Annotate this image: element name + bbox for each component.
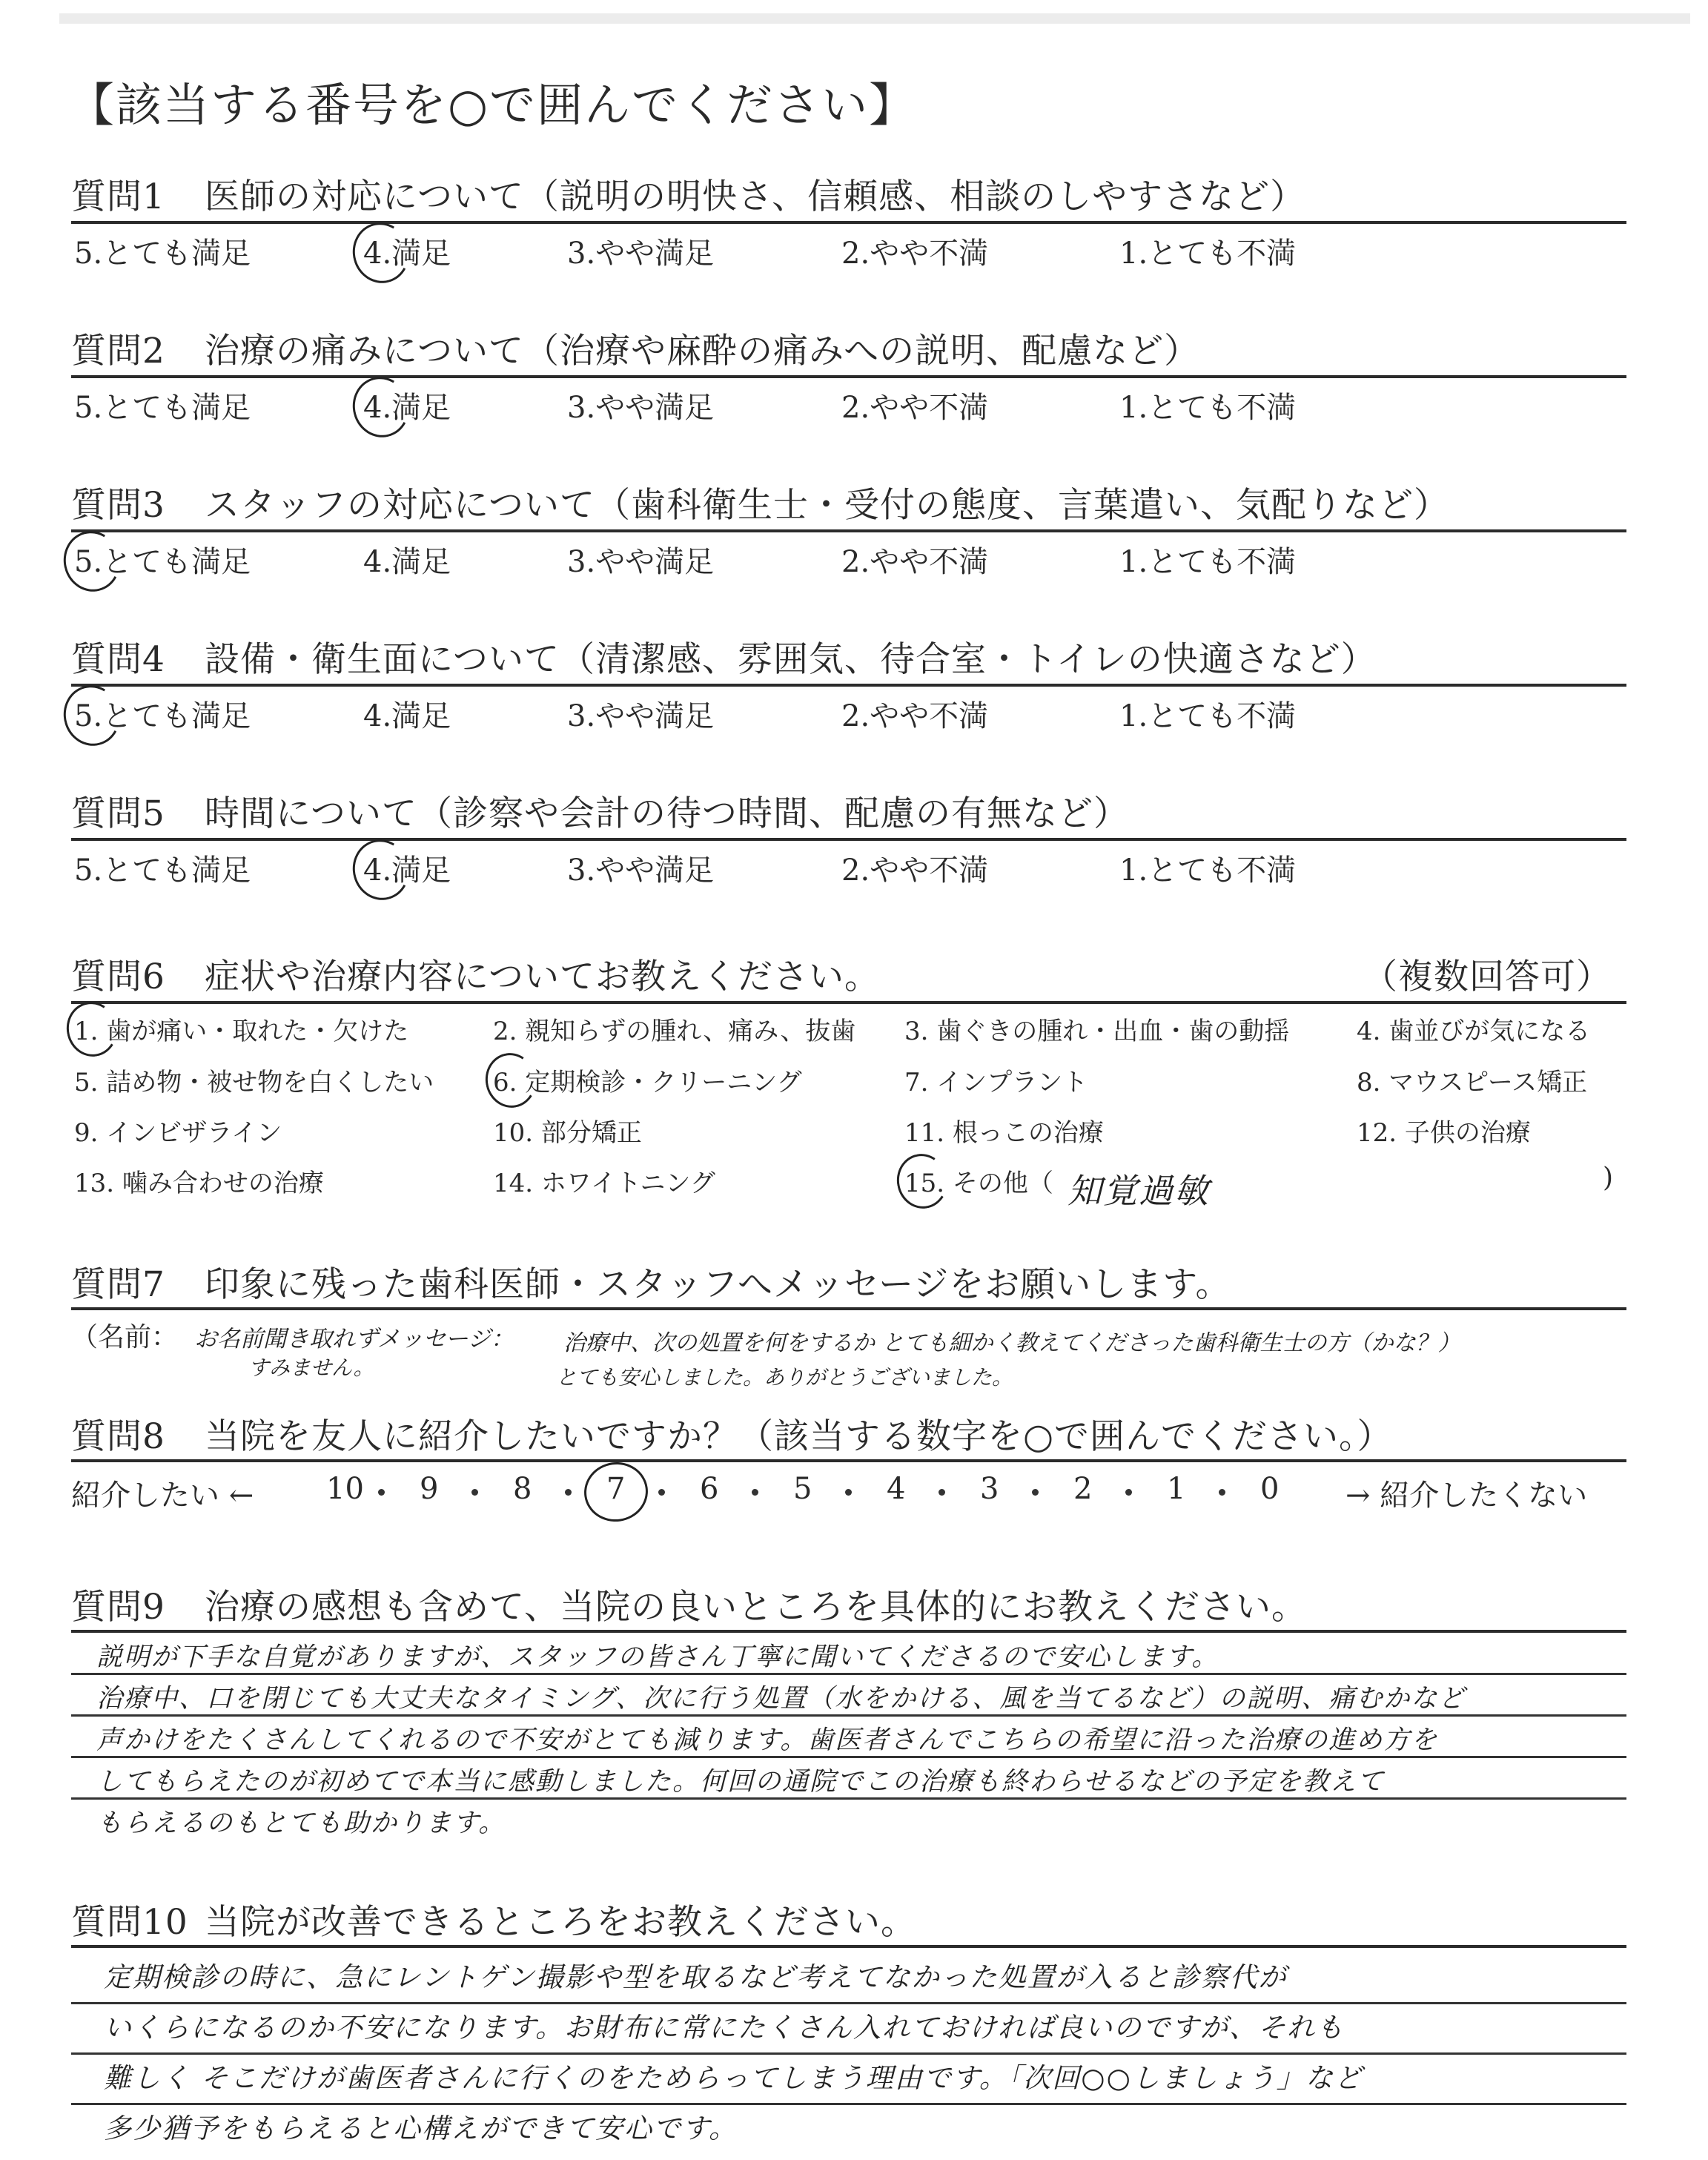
- q10-label: 質問10: [71, 1902, 188, 1943]
- q10-rule: [71, 1945, 1626, 1948]
- form-title: 【該当する番号を○で囲んでください】: [68, 78, 917, 132]
- q6-text: 症状や治療内容についてお教えください。: [205, 957, 881, 997]
- q5-option: 5.とても満足: [74, 853, 251, 888]
- q9-answer-line: 声かけをたくさんしてくれるので不安がとても減ります。歯医者さんでこちらの希望に沿った治療の進め方を: [96, 1725, 1439, 1755]
- q4-rule: [71, 684, 1626, 687]
- q6-selected-circle: [892, 1149, 953, 1214]
- q2-option: 3.やや満足: [567, 391, 715, 425]
- q4-option: 1.とても不満: [1119, 699, 1297, 733]
- q9-ruled-line: [71, 1797, 1626, 1800]
- q9-label: 質問9: [71, 1587, 165, 1628]
- q6-other-answer: 知覚過敏: [1068, 1171, 1210, 1211]
- q8-scale-dot: [752, 1489, 758, 1496]
- q6-item: 8. マウスピース矯正: [1357, 1068, 1588, 1097]
- q3-option: 2.やや不満: [841, 545, 989, 579]
- q6-item: 10. 部分矯正: [493, 1118, 642, 1148]
- q6-item: 6. 定期検診・クリーニング: [493, 1068, 802, 1097]
- q3-option: 3.やや満足: [567, 545, 715, 579]
- q1-option: 2.やや不満: [841, 237, 989, 271]
- q3-option: 5.とても満足: [74, 545, 251, 579]
- q2-option: 5.とても満足: [74, 391, 251, 425]
- q5-answer-circle: [346, 833, 417, 907]
- q1-option: 1.とても不満: [1119, 237, 1297, 271]
- q7-name-label: （名前：: [71, 1322, 179, 1353]
- q8-rule: [71, 1459, 1626, 1462]
- q8-scale-dot: [1125, 1489, 1132, 1496]
- q2-text: 治療の痛みについて（治療や麻酔の痛みへの説明、配慮など）: [205, 331, 1200, 371]
- q7-text: 印象に残った歯科医師・スタッフへメッセージをお願いします。: [205, 1264, 1231, 1305]
- q9-answer-line: もらえるのもとても助かります。: [96, 1809, 506, 1838]
- q8-scale-number: 7: [606, 1472, 626, 1506]
- q10-ruled-line: [71, 2002, 1626, 2004]
- q8-scale-number: 10: [326, 1472, 364, 1506]
- q3-text: スタッフの対応について（歯科衛生士・受付の態度、言葉遣い、気配りなど）: [205, 485, 1450, 526]
- q8-scale-dot: [658, 1489, 665, 1496]
- q9-ruled-line: [71, 1673, 1626, 1675]
- q1-text: 医師の対応について（説明の明快さ、信頼感、相談のしやすさなど）: [205, 176, 1306, 217]
- q5-option: 1.とても不満: [1119, 853, 1297, 888]
- q8-scale-dot: [845, 1489, 852, 1496]
- q6-other-close-paren: ): [1603, 1163, 1614, 1193]
- q8-scale-dot: [565, 1489, 572, 1496]
- q6-selected-circle: [62, 997, 122, 1062]
- q6-item: 15. その他（: [904, 1169, 1053, 1198]
- q7-label: 質問7: [71, 1264, 165, 1305]
- q5-option: 2.やや不満: [841, 853, 989, 888]
- q9-rule: [71, 1630, 1626, 1633]
- q4-option: 5.とても満足: [74, 699, 251, 733]
- q6-item: 14. ホワイトニング: [493, 1169, 715, 1198]
- q2-rule: [71, 375, 1626, 378]
- q7-rule: [71, 1307, 1626, 1310]
- q6-item: 1. 歯が痛い・取れた・欠けた: [74, 1017, 409, 1046]
- q6-item: 3. 歯ぐきの腫れ・出血・歯の動揺: [904, 1017, 1290, 1046]
- q9-text: 治療の感想も含めて、当院の良いところを具体的にお教えください。: [205, 1587, 1308, 1628]
- q1-answer-circle: [346, 217, 417, 290]
- q4-text: 設備・衛生面について（清潔感、雰囲気、待合室・トイレの快適さなど）: [205, 639, 1377, 680]
- q5-option: 4.満足: [363, 853, 451, 888]
- q2-option: 1.とても不満: [1119, 391, 1297, 425]
- q5-label: 質問5: [71, 793, 165, 834]
- q6-item: 2. 親知らずの腫れ、痛み、抜歯: [493, 1017, 856, 1046]
- q4-option: 3.やや満足: [567, 699, 715, 733]
- q8-scale-number: 8: [513, 1472, 532, 1506]
- q8-label: 質問8: [71, 1416, 165, 1457]
- q6-item: 12. 子供の治療: [1357, 1118, 1531, 1148]
- q4-option: 2.やや不満: [841, 699, 989, 733]
- q8-scale-dot: [1032, 1489, 1039, 1496]
- q5-text: 時間について（診察や会計の待つ時間、配慮の有無など）: [205, 793, 1130, 834]
- q10-ruled-line: [71, 2103, 1626, 2105]
- q8-text: 当院を友人に紹介したいですか？（該当する数字を○で囲んでください。）: [205, 1416, 1393, 1457]
- q7-name-answer: お名前聞き取れずメッセージ：: [194, 1326, 514, 1353]
- q6-label: 質問6: [71, 957, 165, 997]
- q5-option: 3.やや満足: [567, 853, 715, 888]
- q8-scale-dot: [1219, 1489, 1225, 1496]
- q4-label: 質問4: [71, 639, 165, 680]
- q8-scale-number: 4: [887, 1472, 906, 1506]
- q6-note: （複数回答可）: [1363, 957, 1612, 997]
- q8-scale-dot: [471, 1489, 478, 1496]
- q6-selected-circle: [480, 1048, 541, 1113]
- q4-option: 4.満足: [363, 699, 451, 733]
- q10-answer-line: 定期検診の時に、急にレントゲン撮影や型を取るなど考えてなかった処置が入ると診察代が: [104, 1961, 1288, 1993]
- q9-answer-line: してもらえたのが初めてで本当に感動しました。何回の通院でこの治療も終わらせるなどの予定を教えて: [96, 1767, 1385, 1797]
- q3-option: 4.満足: [363, 545, 451, 579]
- q8-scale-dot: [939, 1489, 945, 1496]
- q6-item: 4. 歯並びが気になる: [1357, 1017, 1591, 1046]
- q9-ruled-line: [71, 1756, 1626, 1758]
- q8-scale-number: 0: [1260, 1472, 1280, 1506]
- q3-option: 1.とても不満: [1119, 545, 1297, 579]
- q10-text: 当院が改善できるところをお教えください。: [205, 1902, 916, 1943]
- q2-option: 4.満足: [363, 391, 451, 425]
- q8-left-label: 紹介したい ←: [71, 1479, 254, 1513]
- q9-answer-line: 治療中、口を閉じても大丈夫なタイミング、次に行う処置（水をかける、風を当てるなど）の説明、痛むかなど: [96, 1684, 1466, 1714]
- q6-item: 7. インプラント: [904, 1068, 1088, 1097]
- q6-item: 9. インビザライン: [74, 1118, 282, 1148]
- q1-option: 5.とても満足: [74, 237, 251, 271]
- q8-right-label: → 紹介したくない: [1345, 1479, 1588, 1513]
- q8-scale-number: 1: [1167, 1472, 1186, 1506]
- q3-rule: [71, 529, 1626, 532]
- q10-ruled-line: [71, 2052, 1626, 2055]
- q8-scale-number: 2: [1073, 1472, 1093, 1506]
- q3-answer-circle: [57, 525, 128, 598]
- q10-answer-line: 難しく そこだけが歯医者さんに行くのをためらってしまう理由です。「次回○○しましょう」など: [104, 2062, 1363, 2094]
- q1-rule: [71, 221, 1626, 224]
- q8-selected-circle: [580, 1458, 652, 1525]
- q2-label: 質問2: [71, 331, 165, 371]
- top-edge-bar: [59, 13, 1690, 24]
- q1-label: 質問1: [71, 176, 165, 217]
- q6-item: 5. 詰め物・被せ物を白くしたい: [74, 1068, 434, 1097]
- q9-answer-line: 説明が下手な自覚がありますが、スタッフの皆さん丁寧に聞いてくださるので安心します。: [96, 1642, 1219, 1672]
- q10-answer-line: 多少猶予をもらえると心構えができて安心です。: [104, 2113, 738, 2144]
- q8-scale-number: 9: [420, 1472, 439, 1506]
- q10-answer-line: いくらになるのか不安になります。お財布に常にたくさん入れておければ良いのですが、それも: [104, 2012, 1345, 2044]
- q3-label: 質問3: [71, 485, 165, 526]
- q2-option: 2.やや不満: [841, 391, 989, 425]
- q7-name-note: すみません。: [248, 1355, 374, 1380]
- q7-message-line1: 治療中、次の処置を何をするか とても細かく教えてくださった歯科衛生士の方（かな？）: [563, 1330, 1460, 1356]
- q6-item: 13. 噛み合わせの治療: [74, 1169, 324, 1198]
- q9-ruled-line: [71, 1714, 1626, 1717]
- q8-scale-number: 6: [700, 1472, 719, 1506]
- q6-item: 11. 根っこの治療: [904, 1118, 1104, 1148]
- q5-rule: [71, 838, 1626, 841]
- q8-scale-dot: [378, 1489, 385, 1496]
- q8-scale-number: 5: [793, 1472, 812, 1506]
- q7-message-line2: とても安心しました。ありがとうございました。: [556, 1365, 1013, 1390]
- q1-option: 4.満足: [363, 237, 451, 271]
- q2-answer-circle: [346, 371, 417, 444]
- q4-answer-circle: [57, 679, 128, 753]
- q8-scale-number: 3: [980, 1472, 999, 1506]
- q1-option: 3.やや満足: [567, 237, 715, 271]
- q6-rule: [71, 1001, 1626, 1004]
